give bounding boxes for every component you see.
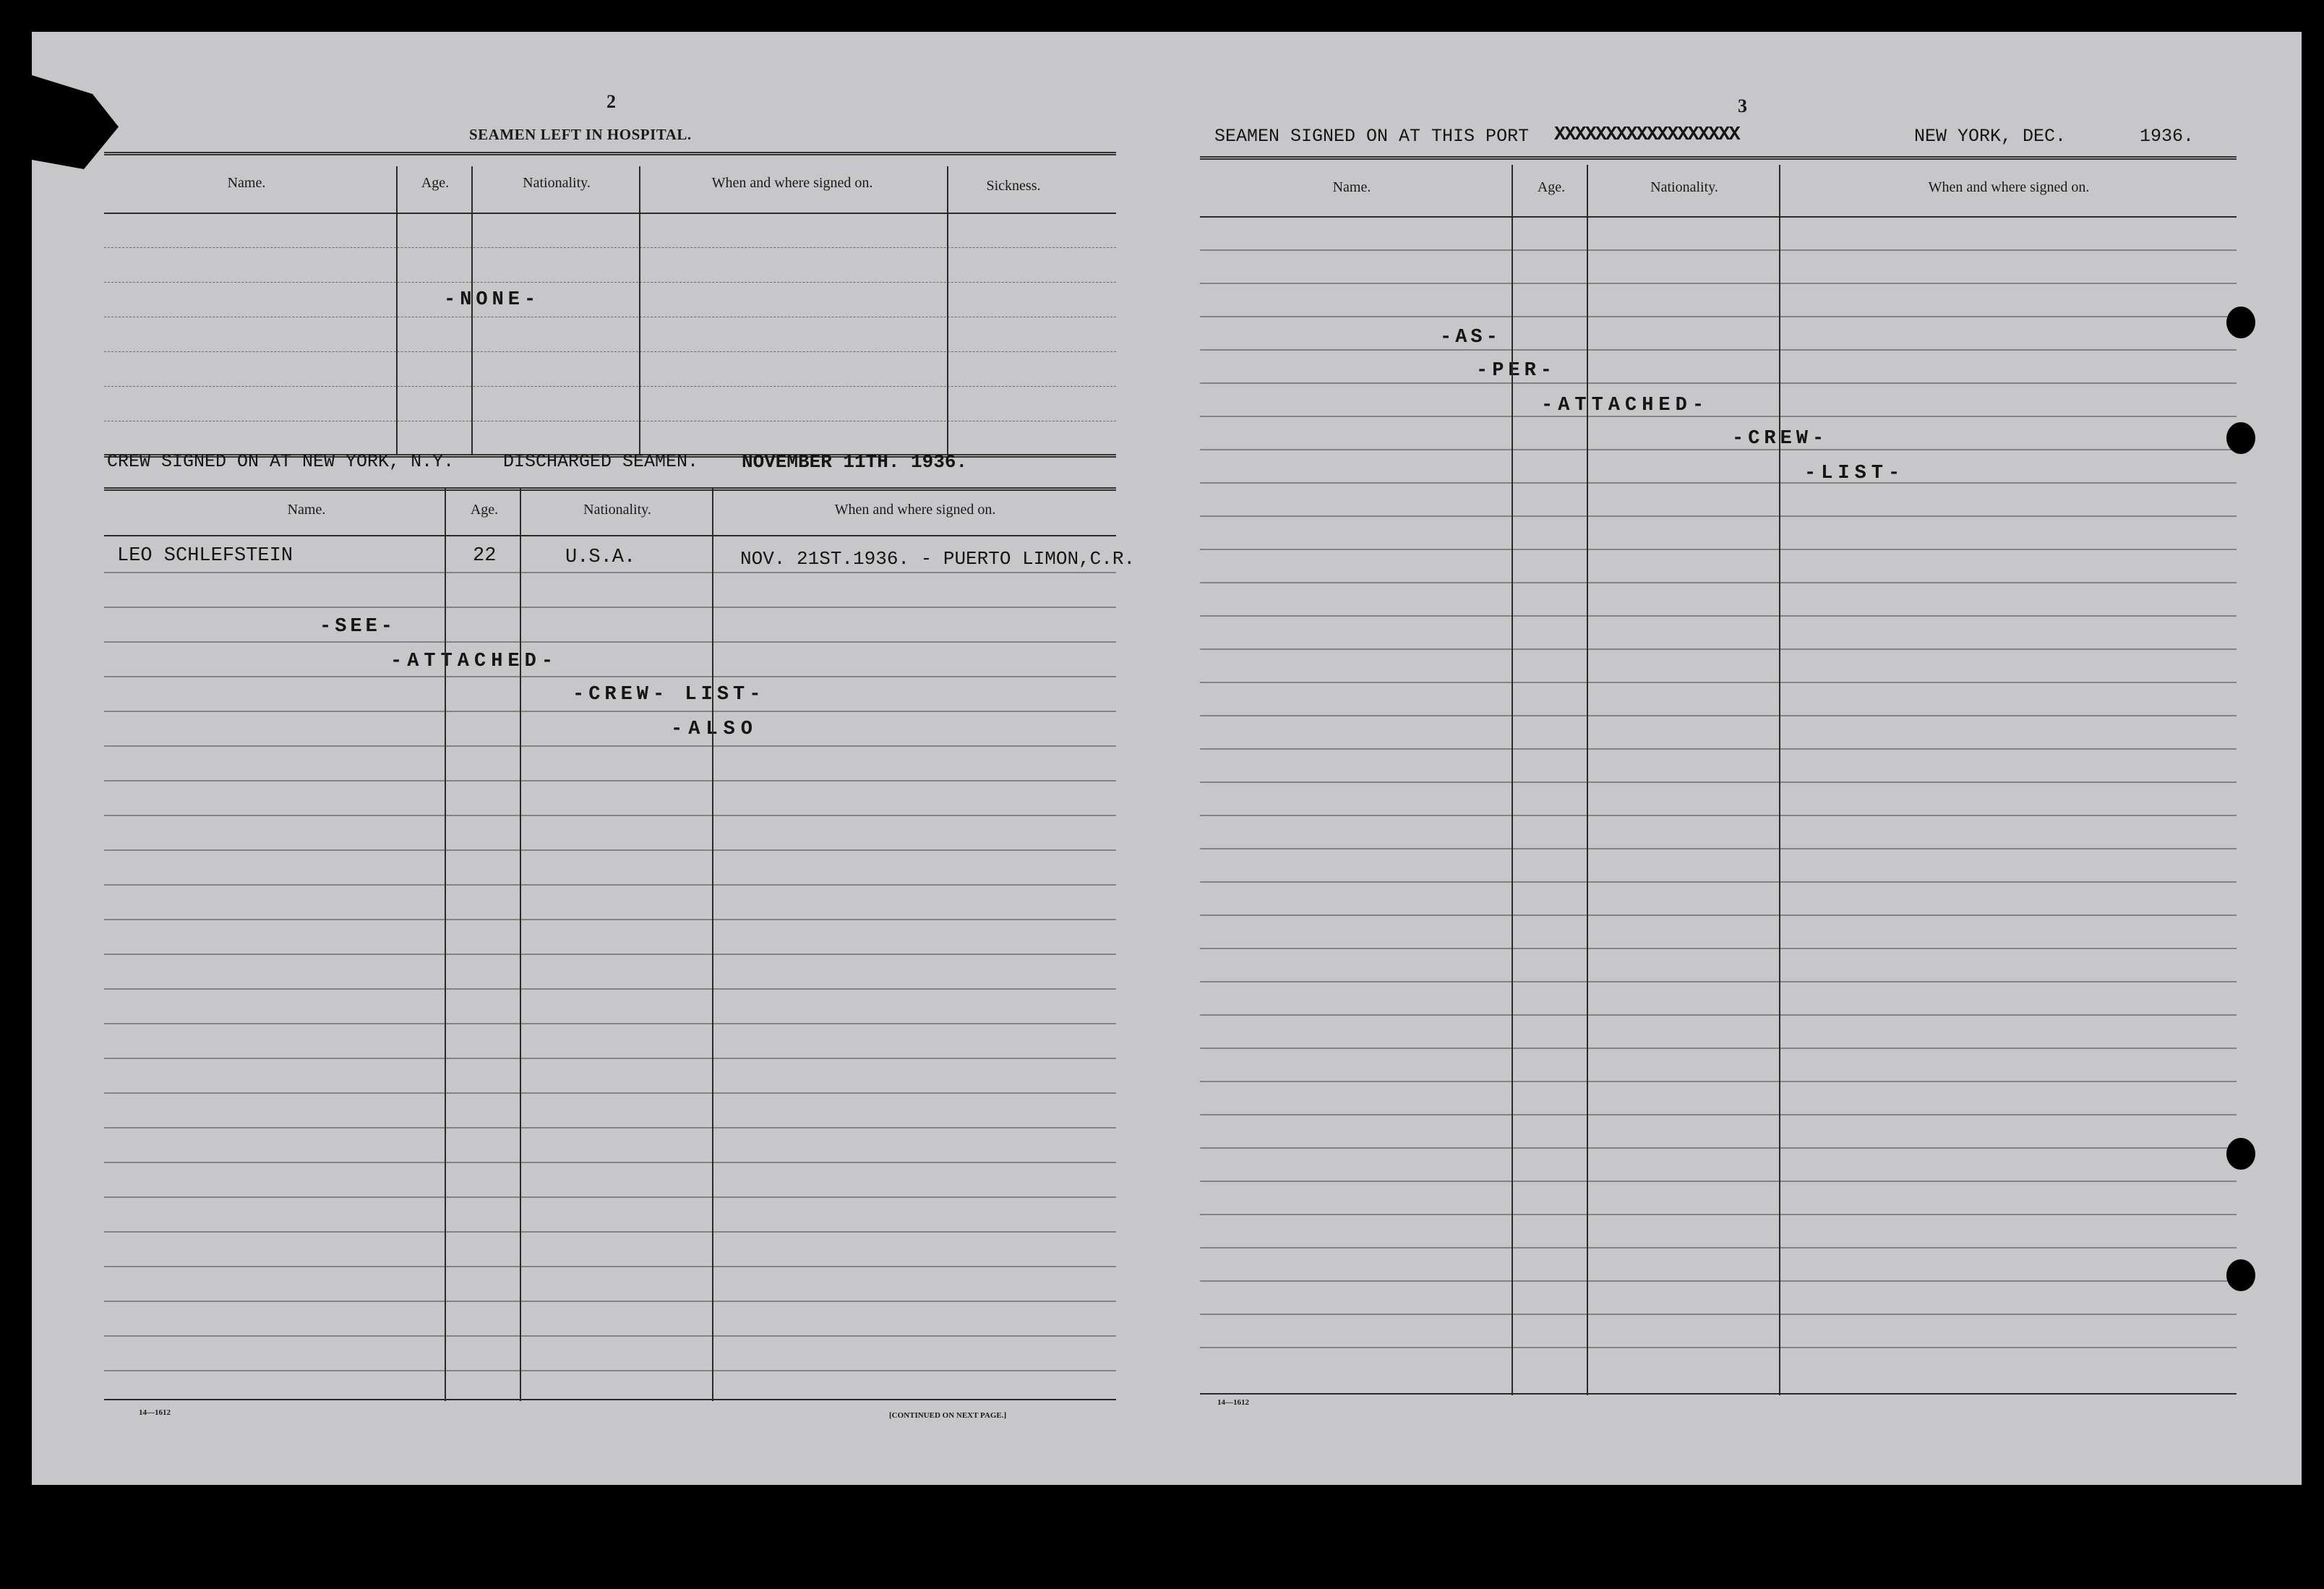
discharged-ruled-lines [32, 32, 1188, 1485]
note-attached-right: -ATTACHED- [1541, 395, 1710, 416]
hospital-col-name: Name. [227, 175, 266, 191]
discharged-heading: DISCHARGED SEAMEN. [503, 451, 699, 472]
hospital-col-age: Age. [421, 175, 450, 191]
signed-col-signed: When and where signed on. [1928, 179, 2090, 195]
punch-hole [2226, 1138, 2255, 1170]
note-crew: -CREW- [1732, 428, 1829, 450]
left-page [32, 32, 1188, 1485]
note-list: -LIST- [1804, 463, 1905, 484]
hospital-none: -NONE- [444, 289, 541, 311]
left-form-number: 14—1612 [139, 1408, 171, 1417]
punch-hole [2226, 422, 2255, 454]
note-per: -PER- [1476, 360, 1557, 382]
hospital-col-signed: When and where signed on. [711, 175, 873, 191]
punch-hole [2226, 307, 2255, 338]
hospital-col-nationality: Nationality. [523, 175, 591, 191]
note-also: -ALSO [671, 719, 759, 740]
note-attached: -ATTACHED- [390, 651, 559, 672]
page-number-3: 3 [1738, 95, 1747, 116]
right-page [1188, 32, 2302, 1485]
page-number-2: 2 [606, 91, 616, 112]
continued-note: [CONTINUED ON NEXT PAGE.] [889, 1411, 1007, 1420]
right-form-number: 14—1612 [1217, 1398, 1249, 1407]
signed-col-nationality: Nationality. [1650, 179, 1718, 195]
signed-ruled-lines [1188, 32, 2302, 1485]
table-row-name: LEO SCHLEFSTEIN [117, 545, 293, 567]
discharged-col-name: Name. [287, 502, 326, 518]
discharged-col-nationality: Nationality. [583, 502, 651, 518]
hospital-col-sickness: Sickness. [986, 178, 1041, 194]
year: 1936. [2140, 126, 2195, 147]
discharged-col-age: Age. [470, 502, 499, 518]
table-row-signed-on: NOV. 21ST.1936. - PUERTO LIMON,C.R. [740, 548, 1136, 570]
note-crew-list: -CREW- LIST- [573, 684, 766, 706]
crew-signed-heading: CREW SIGNED ON AT NEW YORK, N.Y. [107, 451, 455, 472]
note-as: -AS- [1440, 327, 1501, 348]
hospital-title: SEAMEN LEFT IN HOSPITAL. [469, 126, 692, 143]
signed-col-age: Age. [1537, 179, 1566, 195]
note-see: -SEE- [320, 616, 397, 638]
struck-out-text: XXXXXXXXXXXXXXXXXX [1554, 124, 1739, 146]
table-row-nationality: U.S.A. [565, 547, 636, 568]
table-row-age: 22 [473, 545, 497, 567]
discharged-date: NOVEMBER 11TH. 1936. [742, 451, 968, 473]
document-sheet [32, 32, 2302, 1485]
signed-col-name: Name. [1332, 179, 1371, 195]
place-date: NEW YORK, DEC. [1914, 126, 2067, 147]
punch-hole [2226, 1259, 2255, 1291]
discharged-col-signed: When and where signed on. [834, 502, 996, 518]
signed-on-title: SEAMEN SIGNED ON AT THIS PORT [1214, 126, 1530, 147]
